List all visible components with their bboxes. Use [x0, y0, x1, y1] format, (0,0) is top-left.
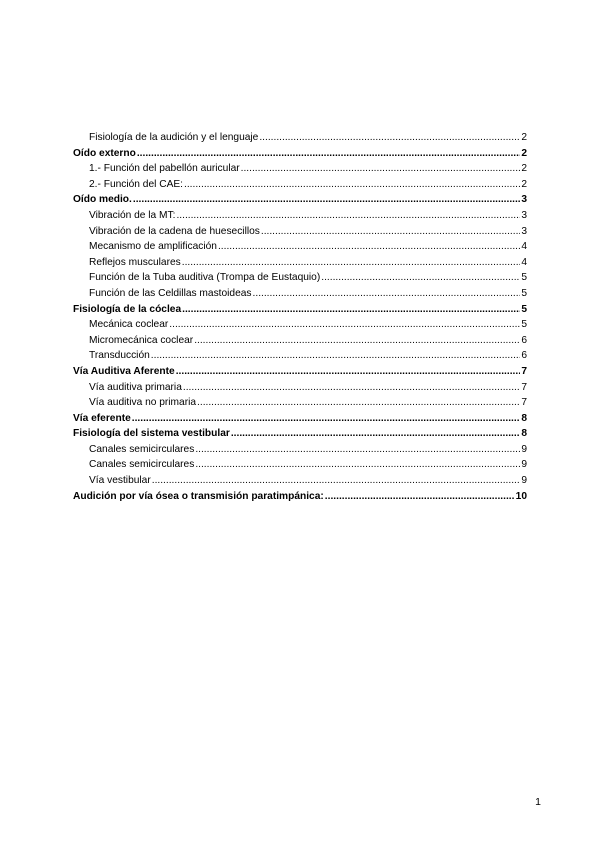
toc-entry[interactable] [73, 286, 527, 302]
toc-entry-page: 10 [515, 490, 527, 502]
toc-entry[interactable] [73, 348, 527, 364]
toc-entry[interactable] [73, 239, 527, 255]
toc-entry-page: 3 [521, 209, 527, 221]
toc-entry[interactable] [73, 192, 527, 208]
toc-dot-leader [325, 489, 515, 505]
toc-entry-title: Mecanismo de amplificación [89, 241, 217, 253]
toc-entry-title: Vía auditiva no primaria [89, 397, 197, 409]
toc-entry-page: 5 [521, 303, 527, 315]
toc-dot-leader [321, 270, 520, 286]
toc-entry[interactable] [73, 489, 527, 505]
toc-dot-leader [169, 317, 520, 333]
toc-entry[interactable] [73, 130, 527, 146]
toc-dot-leader [231, 426, 521, 442]
toc-entry-title: Transducción [89, 350, 150, 362]
toc-entry-title: Canales semicirculares [89, 443, 195, 455]
toc-dot-leader [176, 364, 521, 380]
toc-entry-title: Fisiología de la audición y el lenguaje [89, 132, 259, 143]
toc-entry-title: Vía auditiva primaria [89, 381, 182, 393]
toc-dot-leader [253, 286, 521, 302]
toc-dot-leader [197, 395, 520, 411]
toc-dot-leader [132, 411, 521, 427]
toc-entry[interactable] [73, 380, 527, 396]
toc-entry-title: Vibración de la MT: [89, 209, 176, 221]
toc-entry-page: 7 [521, 365, 527, 377]
toc-entry-title: Fisiología de la cóclea [73, 303, 182, 315]
toc-entry-page: 5 [521, 272, 527, 284]
toc-entry-page: 2 [521, 178, 527, 190]
toc-entry-title: 1.- Función del pabellón auricular [89, 163, 240, 175]
toc-entry[interactable] [73, 364, 527, 380]
toc-entry-title: Vía Auditiva Aferente [73, 365, 175, 377]
toc-entry-page: 4 [521, 256, 527, 268]
toc-entry-title: Vibración de la cadena de huesecillos [89, 225, 260, 237]
toc-entry-page: 4 [521, 241, 527, 253]
toc-entry[interactable] [73, 146, 527, 162]
toc-dot-leader [195, 442, 520, 458]
toc-entry-page: 9 [521, 459, 527, 471]
toc-dot-leader [133, 192, 520, 208]
toc-entry-page: 8 [521, 412, 527, 424]
toc-entry-page: 5 [521, 287, 527, 299]
toc-entry[interactable] [73, 270, 527, 286]
toc-entry[interactable] [73, 442, 527, 458]
toc-dot-leader [184, 177, 520, 193]
toc-dot-leader [152, 473, 521, 489]
toc-entry[interactable] [73, 333, 527, 349]
toc-dot-leader [151, 348, 521, 364]
toc-dot-leader [182, 302, 520, 318]
toc-dot-leader [261, 224, 520, 240]
toc-dot-leader [137, 146, 520, 162]
toc-entry-page: 2 [521, 147, 527, 159]
toc-entry-title: Mecánica coclear [89, 319, 169, 331]
toc-entry-title: Reflejos musculares [89, 256, 181, 268]
toc-entry-page: 6 [521, 334, 527, 346]
toc-dot-leader [176, 208, 520, 224]
toc-entry-title: Fisiología del sistema vestibular [73, 428, 230, 440]
toc-entry-page: 6 [521, 350, 527, 362]
toc-entry-title: Audición por vía ósea o transmisión paratimpánica: [73, 490, 324, 502]
toc-entry-page: 2 [521, 163, 527, 175]
toc-entry[interactable] [73, 255, 527, 271]
toc-entry-page: 7 [521, 397, 527, 409]
toc-entry-title: Oído medio. [73, 194, 132, 206]
toc-entry[interactable] [73, 317, 527, 333]
toc-entry-title: Vía vestibular [89, 475, 151, 487]
toc-entry[interactable] [73, 224, 527, 240]
toc-entry-page: 9 [521, 475, 527, 487]
toc-entry-page: 2 [521, 132, 527, 143]
toc-entry[interactable] [73, 302, 527, 318]
toc-entry-title: 2.- Función del CAE: [89, 178, 183, 190]
toc-entry-title: Vía eferente [73, 412, 131, 424]
toc-entry[interactable] [73, 395, 527, 411]
toc-entry[interactable] [73, 426, 527, 442]
toc-dot-leader [194, 333, 520, 349]
toc-entry-page: 3 [521, 194, 527, 206]
toc-dot-leader [182, 255, 521, 271]
toc-dot-leader [183, 380, 520, 396]
toc-entry-page: 8 [521, 428, 527, 440]
toc-entry[interactable] [73, 161, 527, 177]
toc-entry-title: Micromecánica coclear [89, 334, 194, 346]
toc-dot-leader [195, 457, 520, 473]
toc-entry-page: 3 [521, 225, 527, 237]
toc-dot-leader [218, 239, 520, 255]
toc-entry[interactable] [73, 457, 527, 473]
toc-entry[interactable] [73, 473, 527, 489]
toc-dot-leader [259, 130, 520, 146]
toc-entry-title: Oído externo [73, 147, 136, 159]
toc-entry[interactable] [73, 411, 527, 427]
toc-entry[interactable] [73, 208, 527, 224]
page-number: 1 [535, 796, 541, 808]
table-of-contents [73, 130, 527, 504]
toc-entry[interactable] [73, 177, 527, 193]
toc-dot-leader [241, 161, 521, 177]
toc-entry-page: 5 [521, 319, 527, 331]
toc-entry-title: Función de la Tuba auditiva (Trompa de Eustaquio) [89, 272, 321, 284]
toc-entry-page: 7 [521, 381, 527, 393]
toc-entry-page: 9 [521, 443, 527, 455]
toc-entry-title: Canales semicirculares [89, 459, 195, 471]
toc-entry-title: Función de las Celdillas mastoideas [89, 287, 252, 299]
